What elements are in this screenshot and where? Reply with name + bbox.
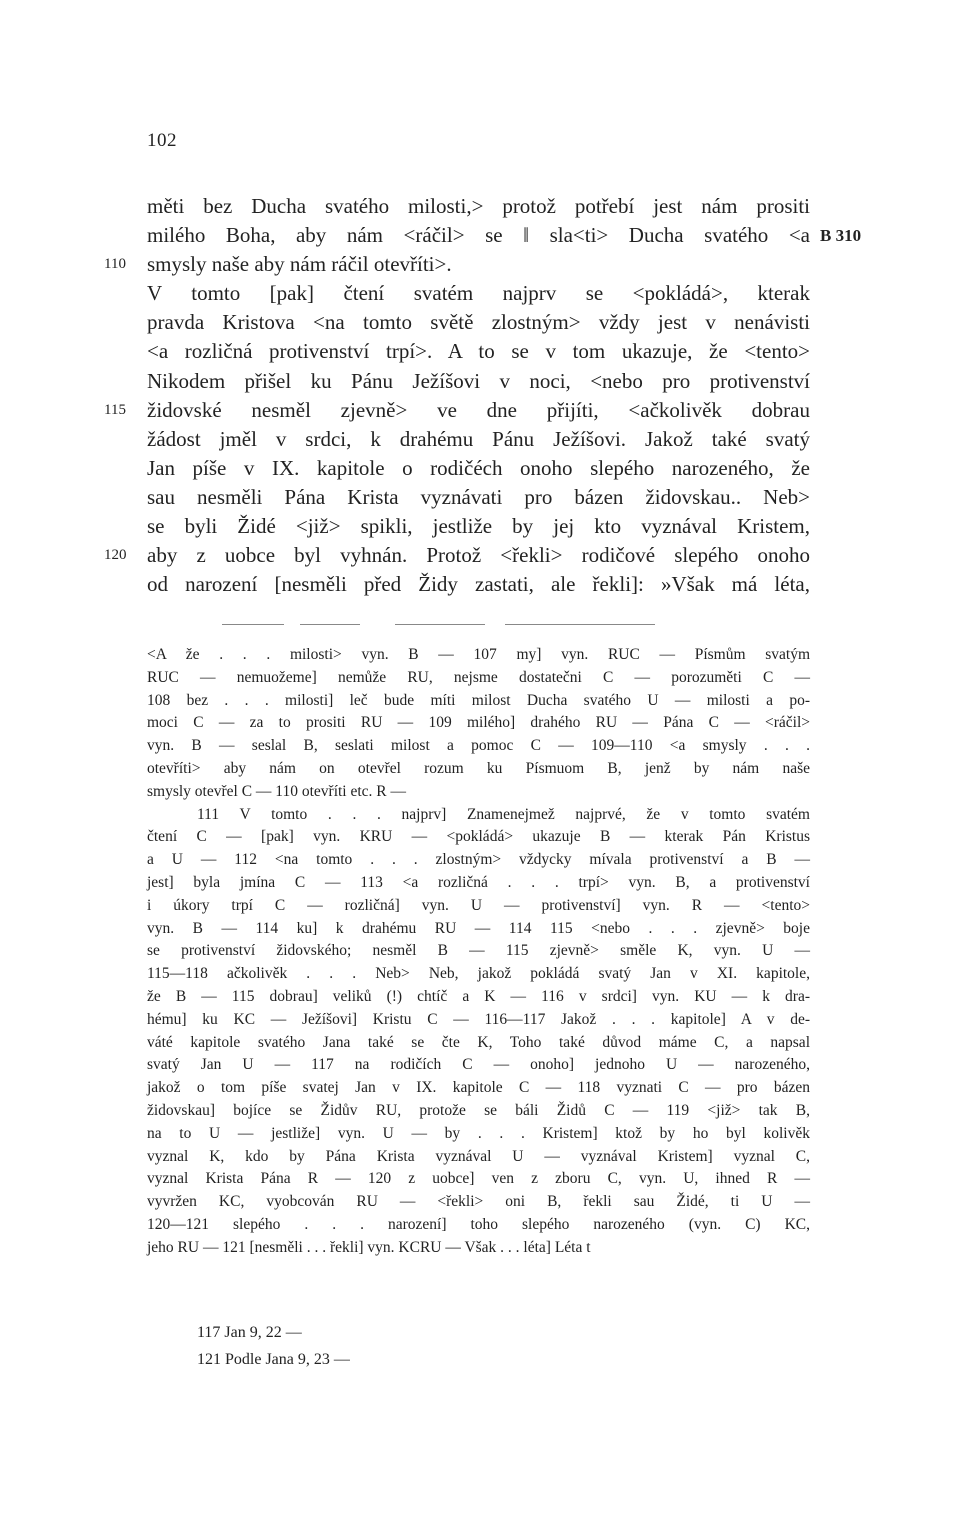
apparatus-line: čtení C — [pak] vyn. KRU — <pokládá> ukazuje B — kterak Pán Kristus bbox=[147, 828, 810, 846]
text-line bbox=[147, 337, 810, 366]
line-text: židovské nesměl zjevně> ve dne přijíti, <ačkolivěk dobrau bbox=[147, 397, 810, 422]
apparatus-line: <A že . . . milosti> vyn. B — 107 my] vyn. RUC — Písmům svatým bbox=[147, 646, 810, 663]
main-text bbox=[104, 192, 862, 599]
text-line bbox=[147, 367, 810, 396]
apparatus-line: 115—118 ačkolivěk . . . Neb> Neb, jakož pokládá svatý Jan v XI. kapitole, bbox=[147, 965, 810, 983]
apparatus-line: vyn. B — seslal B, seslati milost a pomoc C — 109—110 <a smysly . . . bbox=[147, 737, 810, 755]
text-line bbox=[147, 570, 810, 599]
source-line: 117 Jan 9, 22 — bbox=[197, 1324, 302, 1341]
margin-reference: B 310 bbox=[820, 226, 862, 246]
apparatus-line: vyn. B — 114 ku] k drahému RU — 114 115 <nebo . . . zjevně> boje bbox=[147, 919, 810, 937]
text-line bbox=[147, 512, 810, 541]
line-text: sau nesměli Pána Krista vyznávati pro bázen židovskau.. Neb> bbox=[147, 484, 810, 509]
apparatus-line: se protivenství židovského; nesměl B — 115 zjevně> směle K, vyn. U — bbox=[147, 942, 810, 960]
text-line bbox=[147, 279, 810, 308]
separator-rule bbox=[395, 624, 485, 625]
line-text: se byli Židé <již> spikli, jestliže by jej kto vyznával Kristem, bbox=[147, 514, 810, 539]
source-references bbox=[197, 1319, 350, 1373]
apparatus-line: vyznal K, kdo by Pána Krista vyznával U — vyznával Kristem] vyznal C, bbox=[147, 1147, 810, 1165]
apparatus-line: moci C — za to prositi RU — 109 milého] drahého RU — Pána C — <ráčil> bbox=[147, 714, 810, 732]
separator-rule bbox=[222, 624, 284, 625]
apparatus-line: 108 bez . . . milosti] leč bude míti milost Ducha svatého U — milosti a po- bbox=[147, 691, 810, 709]
page-number: 102 bbox=[147, 130, 177, 151]
text-line bbox=[147, 192, 810, 221]
apparatus-line: jest] byla jmína C — 113 <a rozličná . . . trpí> vyn. B, a protivenství bbox=[147, 873, 810, 891]
critical-apparatus bbox=[147, 644, 810, 1260]
apparatus-line: hému] ku KC — Ježíšovi] Kristu C — 116—117 Jakož . . . kapitole] A v de- bbox=[147, 1010, 810, 1028]
line-text: <a rozličná protivenství trpí>. A to se v tom ukazuje, že <tento> bbox=[147, 339, 810, 364]
apparatus-line: a U — 112 <na tomto . . . zlostným> vždycky mívala protivenství a B — bbox=[147, 851, 810, 869]
text-line bbox=[104, 541, 810, 570]
text-line bbox=[147, 308, 810, 337]
text-line bbox=[147, 425, 810, 454]
apparatus-line: smysly otevřel C — 110 otevříti etc. R — bbox=[147, 782, 407, 800]
apparatus-line: váté kapitole svatého Jana také se čte K, Toho také důvod máme C, a napsal bbox=[147, 1033, 810, 1051]
source-line: 121 Podle Jana 9, 23 — bbox=[197, 1351, 350, 1368]
text-line bbox=[147, 483, 810, 512]
text-line bbox=[147, 221, 862, 250]
line-text: pravda Kristova <na tomto světě zlostným> vždy jest v nenávisti bbox=[147, 310, 810, 335]
apparatus-line: vyznal Krista Pána R — 120 z uobce] ven z zboru C, vyn. U, ihned R — bbox=[147, 1170, 810, 1188]
apparatus-line: židovskau] bojíce se Židův RU, protože se báli Židů C — 119 <již> tak B, bbox=[147, 1101, 810, 1119]
text-line bbox=[147, 454, 810, 483]
line-text: Nikodem přišel ku Pánu Ježíšovi v noci, <nebo pro protivenství bbox=[147, 368, 810, 393]
apparatus-line: otevříti> aby nám on otevřel rozum ku Písmuom B, jenž by nám naše bbox=[147, 759, 810, 777]
apparatus-line: vyvržen KC, vyobcován RU — <řekli> oni B, řekli sau Židé, ti U — bbox=[147, 1193, 810, 1211]
separator-rule bbox=[300, 624, 360, 625]
line-number: 120 bbox=[104, 547, 127, 564]
apparatus-line: i úkory trpí C — rozličná] vyn. U — protivenství] vyn. R — <tento> bbox=[147, 896, 810, 914]
text-line bbox=[104, 396, 810, 425]
line-text: Jan píše v IX. kapitole o rodičéch onoho slepého narozeného, že bbox=[147, 455, 810, 480]
line-text: žádost jměl v srdci, k drahému Pánu Ježíšovi. Jakož také svatý bbox=[147, 426, 810, 451]
apparatus-line: svatý Jan U — 117 na rodičích C — onoho] jednoho U — narozeného, bbox=[147, 1056, 810, 1074]
apparatus-line: jakož o tom píše svatej Jan v IX. kapitole C — 118 vyznati C — pro bázen bbox=[147, 1079, 810, 1097]
apparatus-line: 120—121 slepého . . . narození] toho slepého narozeného (vyn. C) KC, bbox=[147, 1215, 810, 1233]
line-text: V tomto [pak] čtení svatém najprv se <pokládá>, kterak bbox=[147, 281, 810, 306]
text-line bbox=[104, 250, 810, 279]
apparatus-line: 111 V tomto . . . najprv] Znamenejmež najprvé, že v tomto svatém bbox=[197, 805, 810, 823]
line-text: měti bez Ducha svatého milosti,> protož potřebí jest nám prositi bbox=[147, 194, 810, 218]
line-text: milého Boha, aby nám <ráčil> se ‖ sla<ti> Ducha svatého <a bbox=[147, 223, 810, 248]
line-text: od narození [nesměli před Židy zastati, ale řekli]: »Však má léta, bbox=[147, 572, 810, 597]
line-number: 110 bbox=[104, 256, 126, 273]
apparatus-line: že B — 115 dobrau] veliků (!) chtíč a K — 116 v srdci] vyn. KU — k dra- bbox=[147, 987, 810, 1005]
separator-rule bbox=[505, 624, 655, 625]
line-number: 115 bbox=[104, 401, 126, 418]
apparatus-line: na to U — jestliže] vyn. U — by . . . Kristem] ktož by ho byl kolivěk bbox=[147, 1124, 810, 1142]
line-text: aby z uobce byl vyhnán. Protož <řekli> rodičové slepého onoho bbox=[147, 543, 810, 568]
line-text: smysly naše aby nám ráčil otevříti>. bbox=[147, 252, 452, 277]
apparatus-line: jeho RU — 121 [nesměli . . . řekli] vyn. KCRU — Však . . . léta] Léta t bbox=[147, 1238, 591, 1256]
apparatus-line: RUC — nemuožeme] nemůže RU, nejsme dostatečni C — porozuměti C — bbox=[147, 668, 810, 686]
